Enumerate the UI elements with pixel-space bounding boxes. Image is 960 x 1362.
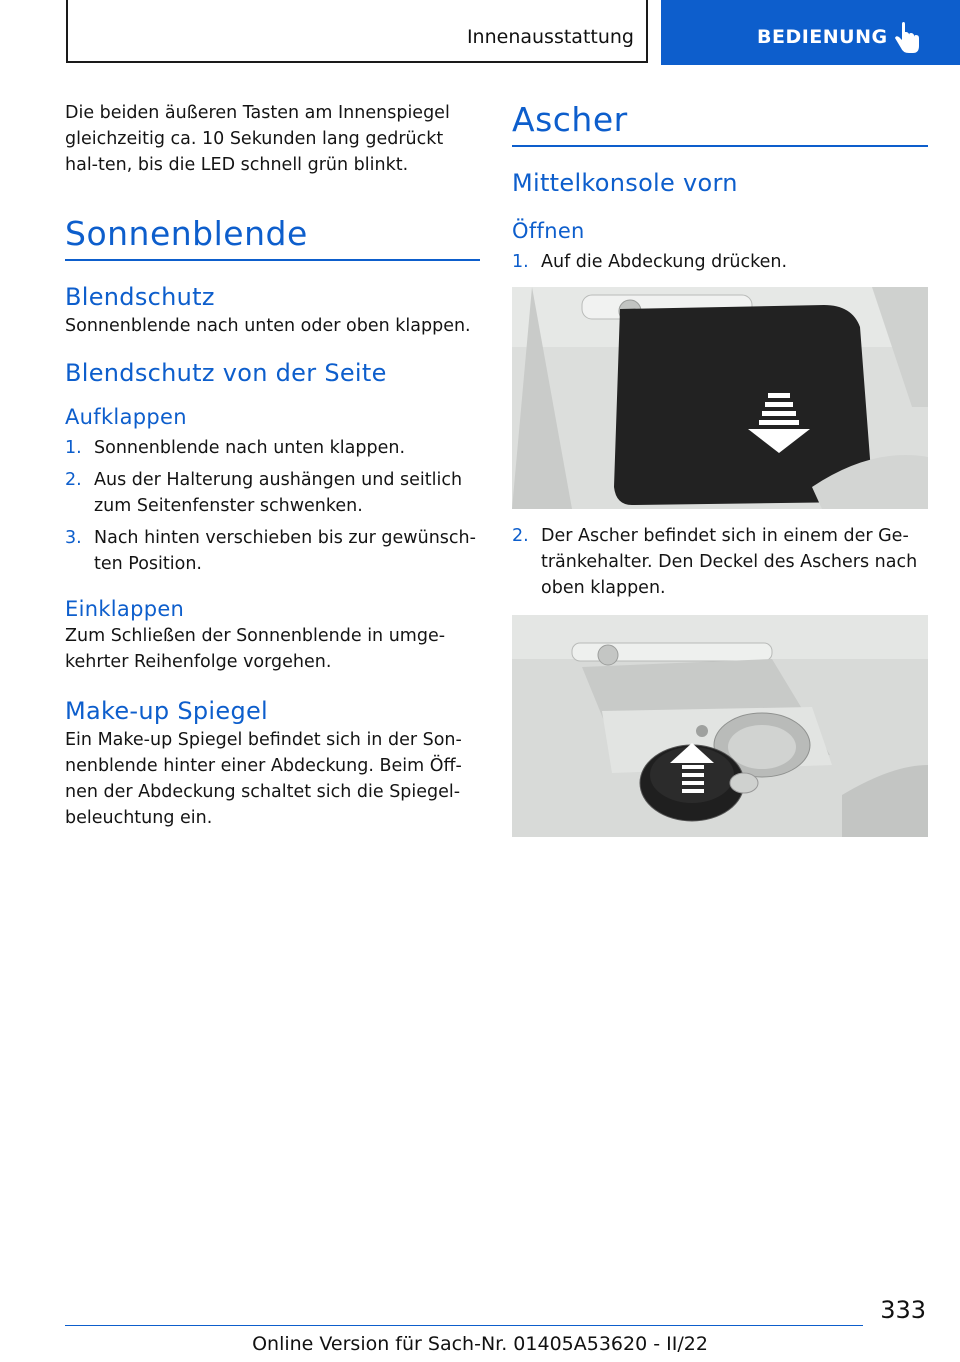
list-item — [512, 523, 928, 601]
heading-sonnenblende: Sonnenblende — [65, 214, 480, 261]
oeffnen-step1 — [512, 249, 928, 275]
chapter-title: Innenausstattung — [466, 26, 634, 48]
intro-paragraph: Die beiden äußeren Tasten am Innenspiegel gleichzeitig ca. 10 Sekunden lang gedrückt hal-ten, bis die LED schnell grün blinkt. — [65, 103, 450, 175]
footer-divider — [65, 1325, 863, 1326]
header-section-tab[interactable] — [661, 0, 960, 65]
list-item — [65, 467, 480, 519]
step-text: Aus der Halterung aushängen und seitlich zum Seitenfenster schwenken. — [94, 470, 463, 516]
step-text: Der Ascher befindet sich in einem der Ge-tränkehalter. Den Deckel des Aschers nach oben klappen. — [541, 526, 918, 598]
list-item — [65, 525, 480, 577]
heading-blendschutz-seite: Blendschutz von der Seite — [65, 359, 387, 387]
ashtray-cupholder-image — [512, 615, 928, 837]
blendschutz-text: Sonnenblende nach unten oder oben klappen. — [65, 316, 471, 336]
footer-text: Online Version für Sach-Nr. 01405A53620 - II/22 — [252, 1333, 708, 1355]
step-text: Nach hinten verschieben bis zur gewünsch-ten Position. — [94, 528, 476, 574]
heading-einklappen: Einklappen — [65, 597, 185, 621]
step-number: 1. — [65, 438, 82, 458]
console-cover-image — [512, 287, 928, 509]
left-column — [65, 100, 480, 831]
step-number: 3. — [65, 528, 82, 548]
header-chapter-tab — [66, 0, 648, 63]
heading-oeffnen: Öffnen — [512, 219, 585, 243]
step-number: 2. — [65, 470, 82, 490]
heading-aufklappen: Aufklappen — [65, 405, 187, 429]
heading-blendschutz: Blendschutz — [65, 283, 215, 311]
section-title: BEDIENUNG — [757, 26, 888, 48]
step-text: Auf die Abdeckung drücken. — [541, 252, 788, 272]
aufklappen-steps — [65, 435, 480, 577]
list-item — [65, 435, 480, 461]
heading-makeup-spiegel: Make-up Spiegel — [65, 697, 269, 725]
step-text: Sonnenblende nach unten klappen. — [94, 438, 406, 458]
heading-ascher: Ascher — [512, 100, 928, 147]
pointing-hand-icon — [893, 22, 921, 56]
step-number: 2. — [512, 526, 529, 546]
page-number: 333 — [880, 1296, 926, 1324]
right-column — [512, 100, 928, 837]
heading-mittelkonsole: Mittelkonsole vorn — [512, 169, 738, 197]
einklappen-text: Zum Schließen der Sonnenblende in umge-kehrter Reihenfolge vorgehen. — [65, 626, 446, 672]
step-number: 1. — [512, 252, 529, 272]
list-item — [512, 249, 928, 275]
oeffnen-step2 — [512, 523, 928, 601]
makeup-text: Ein Make-up Spiegel befindet sich in der Son-nenblende hinter einer Abdeckung. Beim Öff-nen der Abdeckung schaltet sich die Spiegel-beleuchtung ein. — [65, 730, 462, 828]
